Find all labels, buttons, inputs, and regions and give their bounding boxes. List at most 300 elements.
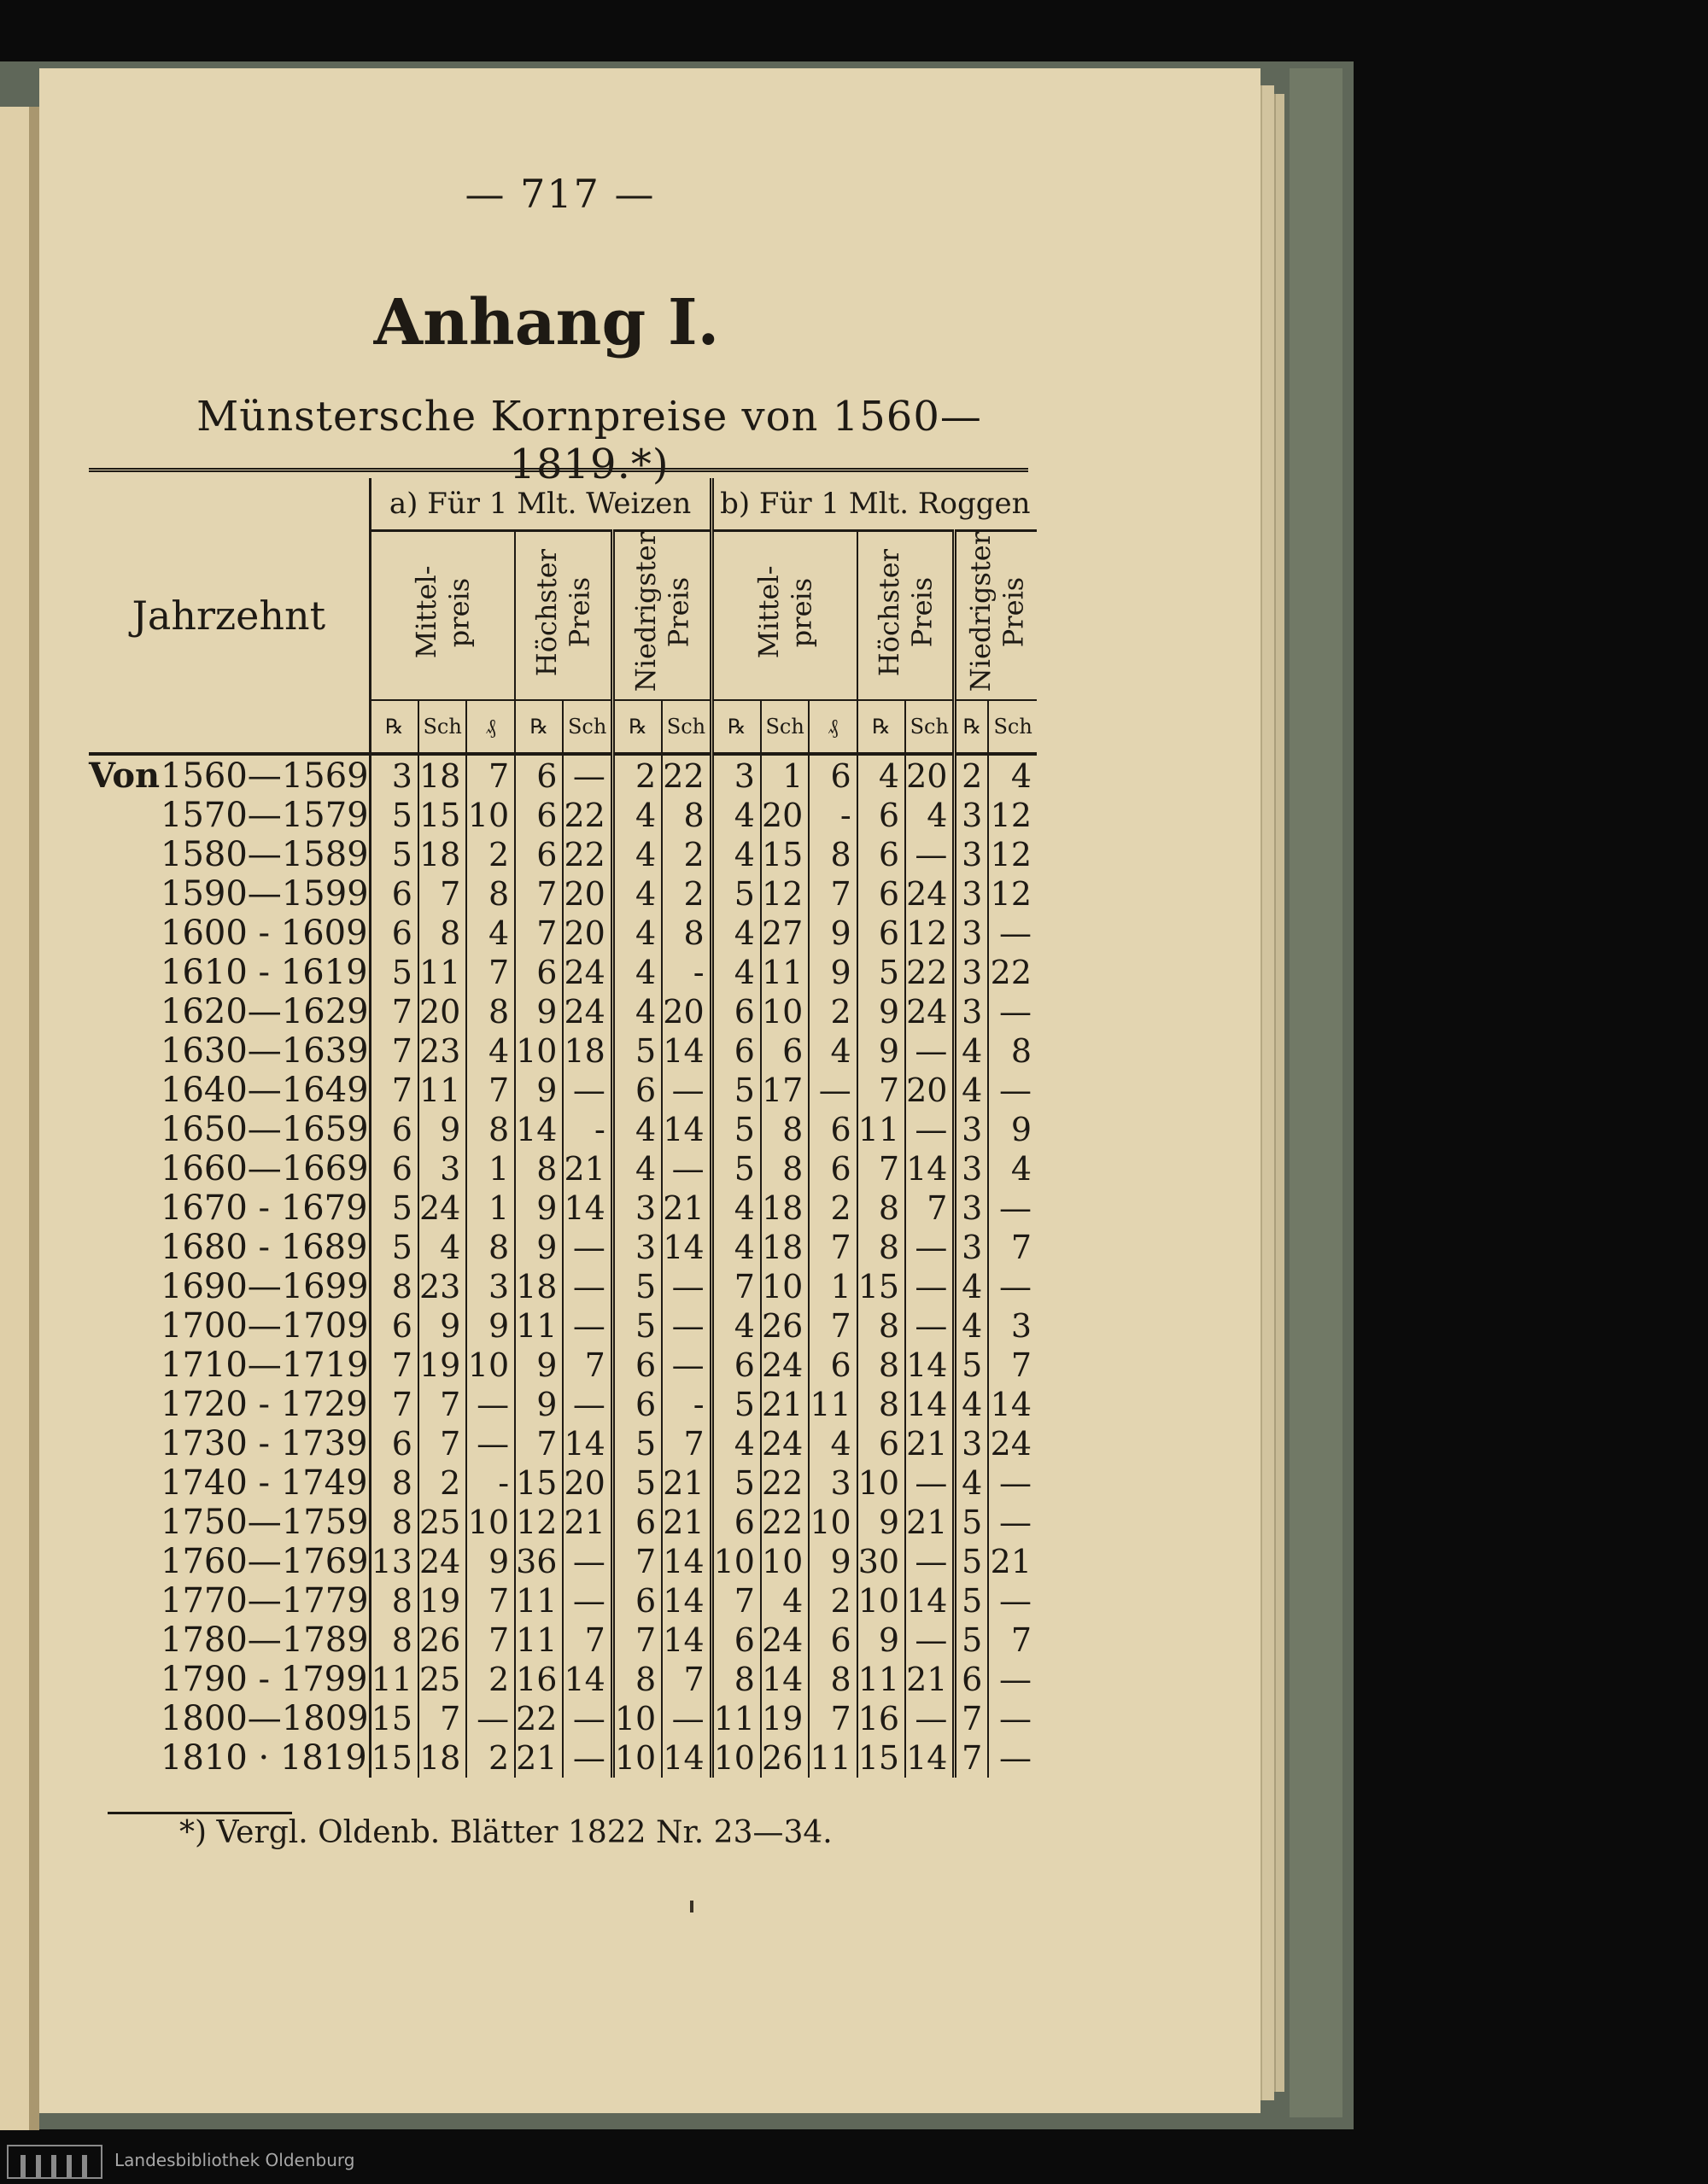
price-cell: 14 [905,1738,955,1778]
price-cell: 5 [711,1110,761,1149]
table-body [89,754,1037,1778]
page-stack-edge [1261,85,1274,2100]
price-cell: 6 [612,1346,662,1385]
price-cell: 12 [990,875,1032,914]
price-cell: 9 [857,992,905,1031]
decade-cell [89,1031,370,1071]
sub-header-label: Höchster Preis [530,547,596,676]
price-cell: 7 [711,1267,761,1306]
price-cell: 20 [418,992,466,1031]
price-cell: 8 [1010,1032,1032,1071]
sub-header-a-mittel [370,531,515,701]
price-cell: 7 [857,1149,905,1188]
price-cell: 14 [662,1738,711,1778]
price-cell: 16 [515,1660,563,1699]
price-cell: 5 [370,1188,418,1228]
price-cell: 22 [515,1699,563,1738]
price-cell: 9 [515,992,563,1031]
price-cell: 8 [515,1149,563,1188]
price-cell: 5 [955,1581,988,1620]
price-cell: 7 [809,1306,857,1346]
price-cell: 30 [857,1542,905,1581]
price-cell: 5 [711,1149,761,1188]
price-cell: 20 [563,1463,612,1503]
price-cell: 4 [711,914,761,953]
price-cell: 21 [905,1424,955,1463]
price-cell: 26 [418,1620,466,1660]
price-cell: 4 [466,1031,515,1071]
price-cell: 4 [809,1031,857,1071]
library-label: Landesbibliothek Oldenburg [114,2150,355,2170]
price-cell: 23 [418,1267,466,1306]
price-cell: 6 [711,992,761,1031]
sub-header-a-hoechst [515,531,612,701]
decade-label: 1710—1719 [161,1346,369,1386]
price-cell: 14 [905,1346,955,1385]
price-cell: 8 [612,1660,662,1699]
price-cell: 21 [990,1543,1032,1581]
price-cell: 10 [711,1738,761,1778]
price-cell: 8 [761,1149,809,1188]
ink-speck [690,1901,693,1912]
price-cell: 8 [466,992,515,1031]
price-cell: 7 [662,1660,711,1699]
decade-cell [89,1385,370,1424]
decade-cell [89,992,370,1031]
price-cell: 1 [466,1149,515,1188]
price-cell: 6 [809,1110,857,1149]
table-row [89,1149,1037,1188]
price-cell: 3 [955,992,988,1031]
price-cell: 7 [809,1699,857,1738]
price-cell: 4 [612,1110,662,1149]
price-cell: 8 [857,1306,905,1346]
price-cell: 9 [857,1620,905,1660]
price-cell: 24 [905,992,955,1031]
price-cell: 11 [418,953,466,992]
decade-label: 1570—1579 [161,796,369,836]
price-cell: - [809,796,857,835]
price-cell: 7 [370,1031,418,1071]
price-cell: 7 [662,1424,711,1463]
price-cell: 3 [955,1149,988,1188]
price-cell: 12 [761,874,809,914]
price-cell: 11 [515,1581,563,1620]
price-cell: 7 [515,914,563,953]
price-cell: 24 [761,1424,809,1463]
price-cell: 7 [515,1424,563,1463]
price-cell: 10 [809,1503,857,1542]
table-row [89,1188,1037,1228]
table-row [89,754,1037,796]
unit-label: ℞ [370,700,418,754]
price-cell: 9 [809,914,857,953]
price-cell: 18 [761,1188,809,1228]
unit-label: Sch [988,700,1037,754]
price-cell: 2 [612,754,662,796]
price-cell: 5 [857,953,905,992]
table-row [89,1306,1037,1346]
price-cell: 19 [418,1581,466,1620]
price-cell: 8 [662,914,711,953]
price-cell: — [563,1385,612,1424]
price-cell: — [466,1424,515,1463]
price-cell: 7 [466,1581,515,1620]
price-cell: 3 [955,796,988,835]
price-cell: 8 [857,1228,905,1267]
price-cell: 7 [418,874,466,914]
sub-header-b-hoechst [857,531,955,701]
price-cell: 15 [418,796,466,835]
price-cell: 10 [515,1031,563,1071]
group-a-header: a) Für 1 Mlt. Weizen [370,478,711,531]
price-cell: 4 [1010,756,1032,795]
price-cell: 12 [905,914,955,953]
table-row [89,1581,1037,1620]
decade-cell [89,1542,370,1581]
decade-cell [89,754,370,796]
price-cell: 10 [466,796,515,835]
price-cell: 20 [563,914,612,953]
price-cell: — [905,1463,955,1503]
price-cell: 6 [711,1503,761,1542]
table-row [89,1228,1037,1267]
table-row [89,1503,1037,1542]
decade-cell [89,1699,370,1738]
price-cell: — [905,835,955,874]
unit-label: ℞ [612,700,662,754]
table-row [89,796,1037,835]
price-cell: 4 [466,914,515,953]
price-cell: 15 [857,1267,905,1306]
price-cell: 15 [857,1738,905,1778]
price-cell: 4 [612,953,662,992]
price-cell: 11 [418,1071,466,1110]
decade-label: 1580—1589 [161,835,369,875]
sub-header-label: Mittel- preis [752,565,818,658]
decade-label: 1630—1639 [161,1031,369,1072]
decade-label: 1700—1709 [161,1306,369,1346]
price-cell: 11 [515,1620,563,1660]
unit-label: Sch [662,700,711,754]
price-cell: 21 [761,1385,809,1424]
price-cell: 4 [857,754,905,796]
price-cell: 22 [990,954,1032,992]
decade-cell [89,1188,370,1228]
price-cell: 5 [955,1620,988,1660]
price-cell: 4 [905,796,955,835]
price-cell: 6 [809,1620,857,1660]
price-cell: — [662,1346,711,1385]
price-cell: 17 [761,1071,809,1110]
price-cell: 16 [857,1699,905,1738]
price-cell: 10 [711,1542,761,1581]
price-cell: 14 [662,1110,711,1149]
decade-label: 1560—1569 [161,756,369,797]
price-cell: 21 [563,1149,612,1188]
price-cell: 3 [809,1463,857,1503]
decade-cell [89,1267,370,1306]
price-cell: 11 [857,1660,905,1699]
table-row [89,835,1037,874]
price-cell: 4 [612,796,662,835]
unit-label: ℞ [711,700,761,754]
price-cell: 22 [905,953,955,992]
price-cell: 7 [955,1738,988,1778]
price-cell: 4 [418,1228,466,1267]
price-cell: 22 [761,1503,809,1542]
price-cell: 9 [418,1110,466,1149]
price-cell: 7 [711,1581,761,1620]
price-cell: 7 [612,1620,662,1660]
price-cell: 3 [955,1228,988,1267]
price-cell: 4 [711,1228,761,1267]
price-cell: 20 [761,796,809,835]
sub-header-a-niedrig [612,531,711,701]
price-cell: 5 [955,1346,988,1385]
price-cell: 3 [711,754,761,796]
price-cell: — [999,1700,1032,1738]
price-cell: 6 [857,874,905,914]
table-row [89,1620,1037,1660]
price-cell: 4 [711,1306,761,1346]
price-cell: 14 [905,1149,955,1188]
price-cell: 6 [809,1346,857,1385]
price-cell: 3 [612,1228,662,1267]
price-cell: — [563,1542,612,1581]
table-row [89,992,1037,1031]
price-cell: — [999,914,1032,953]
price-cell: 3 [955,914,988,953]
price-cell: 8 [857,1188,905,1228]
price-cell: 7 [809,874,857,914]
unit-label: ₰ [466,700,515,754]
price-cell: 5 [955,1542,988,1581]
decade-cell [89,914,370,953]
price-cell: 14 [905,1581,955,1620]
price-cell: — [999,1582,1032,1620]
price-cell: — [999,1739,1032,1778]
price-cell: 8 [662,796,711,835]
price-cell: — [563,1581,612,1620]
decade-cell [89,835,370,874]
price-cell: 27 [761,914,809,953]
sub-header-label: Mittel- preis [409,565,476,658]
price-cell: 5 [711,1463,761,1503]
price-cell: 18 [418,754,466,796]
table-row [89,1463,1037,1503]
price-cell: 12 [990,836,1032,874]
decade-label: 1670 - 1679 [161,1188,368,1229]
price-cell: 12 [990,797,1032,835]
price-cell: 11 [370,1660,418,1699]
price-cell: 3 [955,953,988,992]
decade-cell [89,1149,370,1188]
price-cell: 10 [466,1346,515,1385]
price-cell: — [905,1110,955,1149]
price-cell: 7 [370,1385,418,1424]
price-cell: — [999,1504,1032,1542]
price-cell: 4 [612,914,662,953]
price-cell: — [905,1620,955,1660]
price-cell: 6 [515,754,563,796]
price-cell: 24 [990,1425,1032,1463]
price-cell: 6 [515,835,563,874]
price-table [89,478,1037,1778]
price-cell: 18 [515,1267,563,1306]
price-cell: — [563,1071,612,1110]
decade-label: 1650—1659 [161,1110,369,1150]
price-cell: 6 [857,835,905,874]
price-cell: 24 [418,1188,466,1228]
price-cell: 8 [466,1110,515,1149]
price-cell: — [662,1306,711,1346]
price-cell: 11 [809,1385,857,1424]
price-cell: 14 [662,1542,711,1581]
price-cell: 19 [418,1346,466,1385]
price-cell: 14 [563,1188,612,1228]
decade-label: 1770—1779 [161,1581,369,1621]
unit-label: ℞ [515,700,563,754]
price-cell: 13 [370,1542,418,1581]
table-row [89,1385,1037,1424]
table-row [89,874,1037,914]
decade-cell [89,1071,370,1110]
price-cell: 24 [563,992,612,1031]
price-cell: 18 [418,1738,466,1778]
price-cell: 21 [905,1503,955,1542]
price-cell: 10 [466,1503,515,1542]
price-cell: 1 [809,1267,857,1306]
price-cell: 5 [612,1463,662,1503]
price-cell: 3 [1010,1307,1032,1346]
price-cell: 12 [515,1503,563,1542]
price-cell: 14 [662,1031,711,1071]
price-cell: 18 [418,835,466,874]
price-cell: 14 [515,1110,563,1149]
price-cell: 3 [955,835,988,874]
price-cell: 7 [515,874,563,914]
price-cell: 21 [563,1503,612,1542]
price-cell: 10 [612,1738,662,1778]
price-cell: 3 [466,1267,515,1306]
price-cell: 7 [370,1346,418,1385]
price-cell: 8 [466,874,515,914]
price-cell: 4 [612,874,662,914]
price-cell: 4 [612,992,662,1031]
price-cell: - [466,1463,515,1503]
price-cell: 14 [563,1424,612,1463]
price-cell: 11 [711,1699,761,1738]
library-building-icon [7,2145,102,2179]
decade-cell [89,1738,370,1778]
decade-cell [89,1660,370,1699]
price-cell: 9 [809,1542,857,1581]
price-cell: — [905,1267,955,1306]
price-cell: 6 [761,1031,809,1071]
decade-label: 1800—1809 [161,1699,369,1739]
price-cell: — [905,1542,955,1581]
price-cell: 5 [370,953,418,992]
price-cell: — [662,1699,711,1738]
decade-cell [89,796,370,835]
price-cell: 1 [466,1188,515,1228]
price-cell: 18 [761,1228,809,1267]
price-cell: 2 [466,835,515,874]
price-cell: — [563,754,612,796]
table-row [89,1738,1037,1778]
sub-header-b-mittel [711,531,857,701]
price-cell: 9 [466,1306,515,1346]
price-cell: 9 [418,1306,466,1346]
price-cell: 10 [857,1463,905,1503]
price-cell: 6 [612,1581,662,1620]
decade-label: 1740 - 1749 [161,1463,368,1504]
left-page-gutter [29,107,39,2130]
decade-label: 1780—1789 [161,1620,369,1661]
decade-label: 1720 - 1729 [161,1385,368,1425]
price-cell: 21 [662,1463,711,1503]
price-cell: 5 [711,1385,761,1424]
price-cell: 7 [466,754,515,796]
decade-cell [89,1503,370,1542]
price-cell: 7 [905,1188,955,1228]
price-cell: 11 [809,1738,857,1778]
price-cell: — [662,1267,711,1306]
price-cell: 8 [809,835,857,874]
price-cell: 20 [662,992,711,1031]
table-row [89,1267,1037,1306]
price-cell: 4 [761,1581,809,1620]
price-cell: 6 [370,914,418,953]
price-cell: 14 [662,1228,711,1267]
price-cell: 24 [418,1542,466,1581]
price-cell: 4 [955,1031,988,1071]
price-cell: 4 [955,1071,988,1110]
sub-header-b-niedrig [955,531,1037,701]
sub-header-label: Niedrigster Preis [629,532,695,692]
price-cell: 24 [905,874,955,914]
price-cell: 6 [955,1660,988,1699]
price-cell: 7 [466,1620,515,1660]
unit-label: Sch [905,700,955,754]
price-cell: 5 [370,796,418,835]
price-cell: 4 [711,796,761,835]
price-cell: 14 [563,1660,612,1699]
price-cell: 6 [711,1031,761,1071]
price-cell: 6 [809,754,857,796]
price-cell: 8 [370,1503,418,1542]
price-cell: 6 [857,914,905,953]
price-cell: — [905,1031,955,1071]
decade-label: 1690—1699 [161,1267,369,1307]
decade-cell [89,1581,370,1620]
table-row [89,914,1037,953]
price-cell: 7 [563,1620,612,1660]
table-row [89,1071,1037,1110]
price-cell: 5 [370,835,418,874]
price-cell: 6 [370,1149,418,1188]
price-cell: 5 [612,1424,662,1463]
decade-label: 1660—1669 [161,1149,369,1189]
price-cell: 6 [711,1620,761,1660]
price-cell: 3 [955,874,988,914]
price-cell: — [999,1189,1032,1228]
price-cell: 21 [515,1738,563,1778]
decade-cell [89,953,370,992]
price-cell: — [466,1385,515,1424]
price-cell: 14 [662,1581,711,1620]
